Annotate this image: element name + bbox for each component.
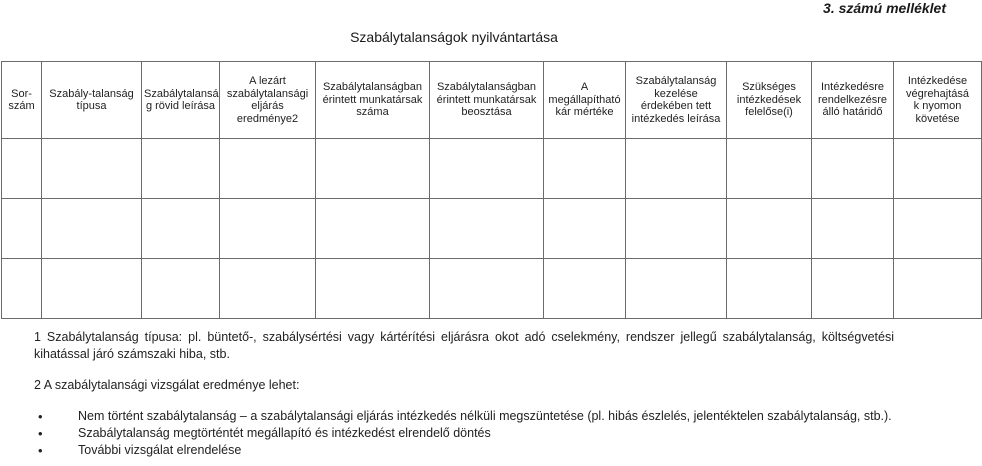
table-cell[interactable] — [2, 259, 42, 319]
irregularities-register-table — [1, 61, 982, 319]
header-cell: Szabálytalansá g rövid leírása — [142, 62, 220, 139]
table-cell[interactable] — [430, 199, 544, 259]
table-cell[interactable] — [727, 259, 812, 319]
table-cell[interactable] — [42, 259, 142, 319]
table-cell[interactable] — [544, 259, 626, 319]
table-cell[interactable] — [430, 139, 544, 199]
header-cell: Sor- szám — [2, 62, 42, 139]
table-row — [2, 139, 982, 199]
header-cell: Szabálytalanság kezelése érdekében tett intézkedés leírása — [626, 62, 727, 139]
table-cell[interactable] — [220, 259, 316, 319]
table-cell[interactable] — [430, 259, 544, 319]
table-cell[interactable] — [812, 199, 894, 259]
header-cell: Szükséges intézkedések felelőse(i) — [727, 62, 812, 139]
header-cell: Szabálytalanságban érintett munkatársak beosztása — [430, 62, 544, 139]
header-cell: Szabály-talanság típusa — [42, 62, 142, 139]
header-row — [2, 62, 982, 139]
footnotes — [34, 329, 894, 459]
header-cell: Intézkedése végrehajtásá k nyomon követése — [894, 62, 982, 139]
table-cell[interactable] — [2, 139, 42, 199]
annex-label: 3. számú melléklet — [823, 0, 946, 16]
footnote-2: 2 A szabálytalansági vizsgálat eredménye lehet: — [34, 378, 300, 392]
table-cell[interactable] — [142, 259, 220, 319]
document-title: Szabálytalanságok nyilvántartása — [350, 29, 558, 45]
list-item: • További vizsgálat elrendelése — [78, 442, 894, 459]
table-cell[interactable] — [812, 259, 894, 319]
table-cell[interactable] — [142, 139, 220, 199]
table-cell[interactable] — [894, 259, 982, 319]
table-cell[interactable] — [544, 139, 626, 199]
header-cell: A megállapítható kár mértéke — [544, 62, 626, 139]
table-cell[interactable] — [316, 199, 430, 259]
outcome-list — [34, 408, 894, 459]
header-cell: Szabálytalanságban érintett munkatársak száma — [316, 62, 430, 139]
table-cell[interactable] — [727, 199, 812, 259]
table-cell[interactable] — [894, 199, 982, 259]
table-cell[interactable] — [544, 199, 626, 259]
table-cell[interactable] — [626, 259, 727, 319]
list-item: • Nem történt szabálytalanság – a szabálytalansági eljárás intézkedés nélküli megszüntetése (pl. hibás észlelés, jelentéktelen szabálytalanság, stb.). — [78, 408, 894, 425]
table-cell[interactable] — [142, 199, 220, 259]
table-cell[interactable] — [626, 199, 727, 259]
table-cell[interactable] — [812, 139, 894, 199]
table-row — [2, 199, 982, 259]
table-cell[interactable] — [42, 139, 142, 199]
table-cell[interactable] — [316, 139, 430, 199]
table-cell[interactable] — [316, 259, 430, 319]
list-item: • Szabálytalanság megtörténtét megállapító és intézkedést elrendelő döntés — [78, 425, 894, 442]
table-cell[interactable] — [220, 199, 316, 259]
table-cell[interactable] — [626, 139, 727, 199]
table-cell[interactable] — [42, 199, 142, 259]
table-cell[interactable] — [894, 139, 982, 199]
footnote-1: 1 Szabálytalanság típusa: pl. büntető-, szabálysértési vagy kártérítési eljárásra okot adó cselekmény, rendszer jellegű szabálytalanság, költségvetési kihatással járó számszaki hiba, stb. — [34, 330, 894, 361]
table-body — [2, 139, 982, 319]
table-cell[interactable] — [2, 199, 42, 259]
table-cell[interactable] — [220, 139, 316, 199]
table-cell[interactable] — [727, 139, 812, 199]
table-row — [2, 259, 982, 319]
header-cell: Intézkedésre rendelkezésre álló határidő — [812, 62, 894, 139]
header-cell: A lezárt szabálytalansági eljárás eredménye2 — [220, 62, 316, 139]
